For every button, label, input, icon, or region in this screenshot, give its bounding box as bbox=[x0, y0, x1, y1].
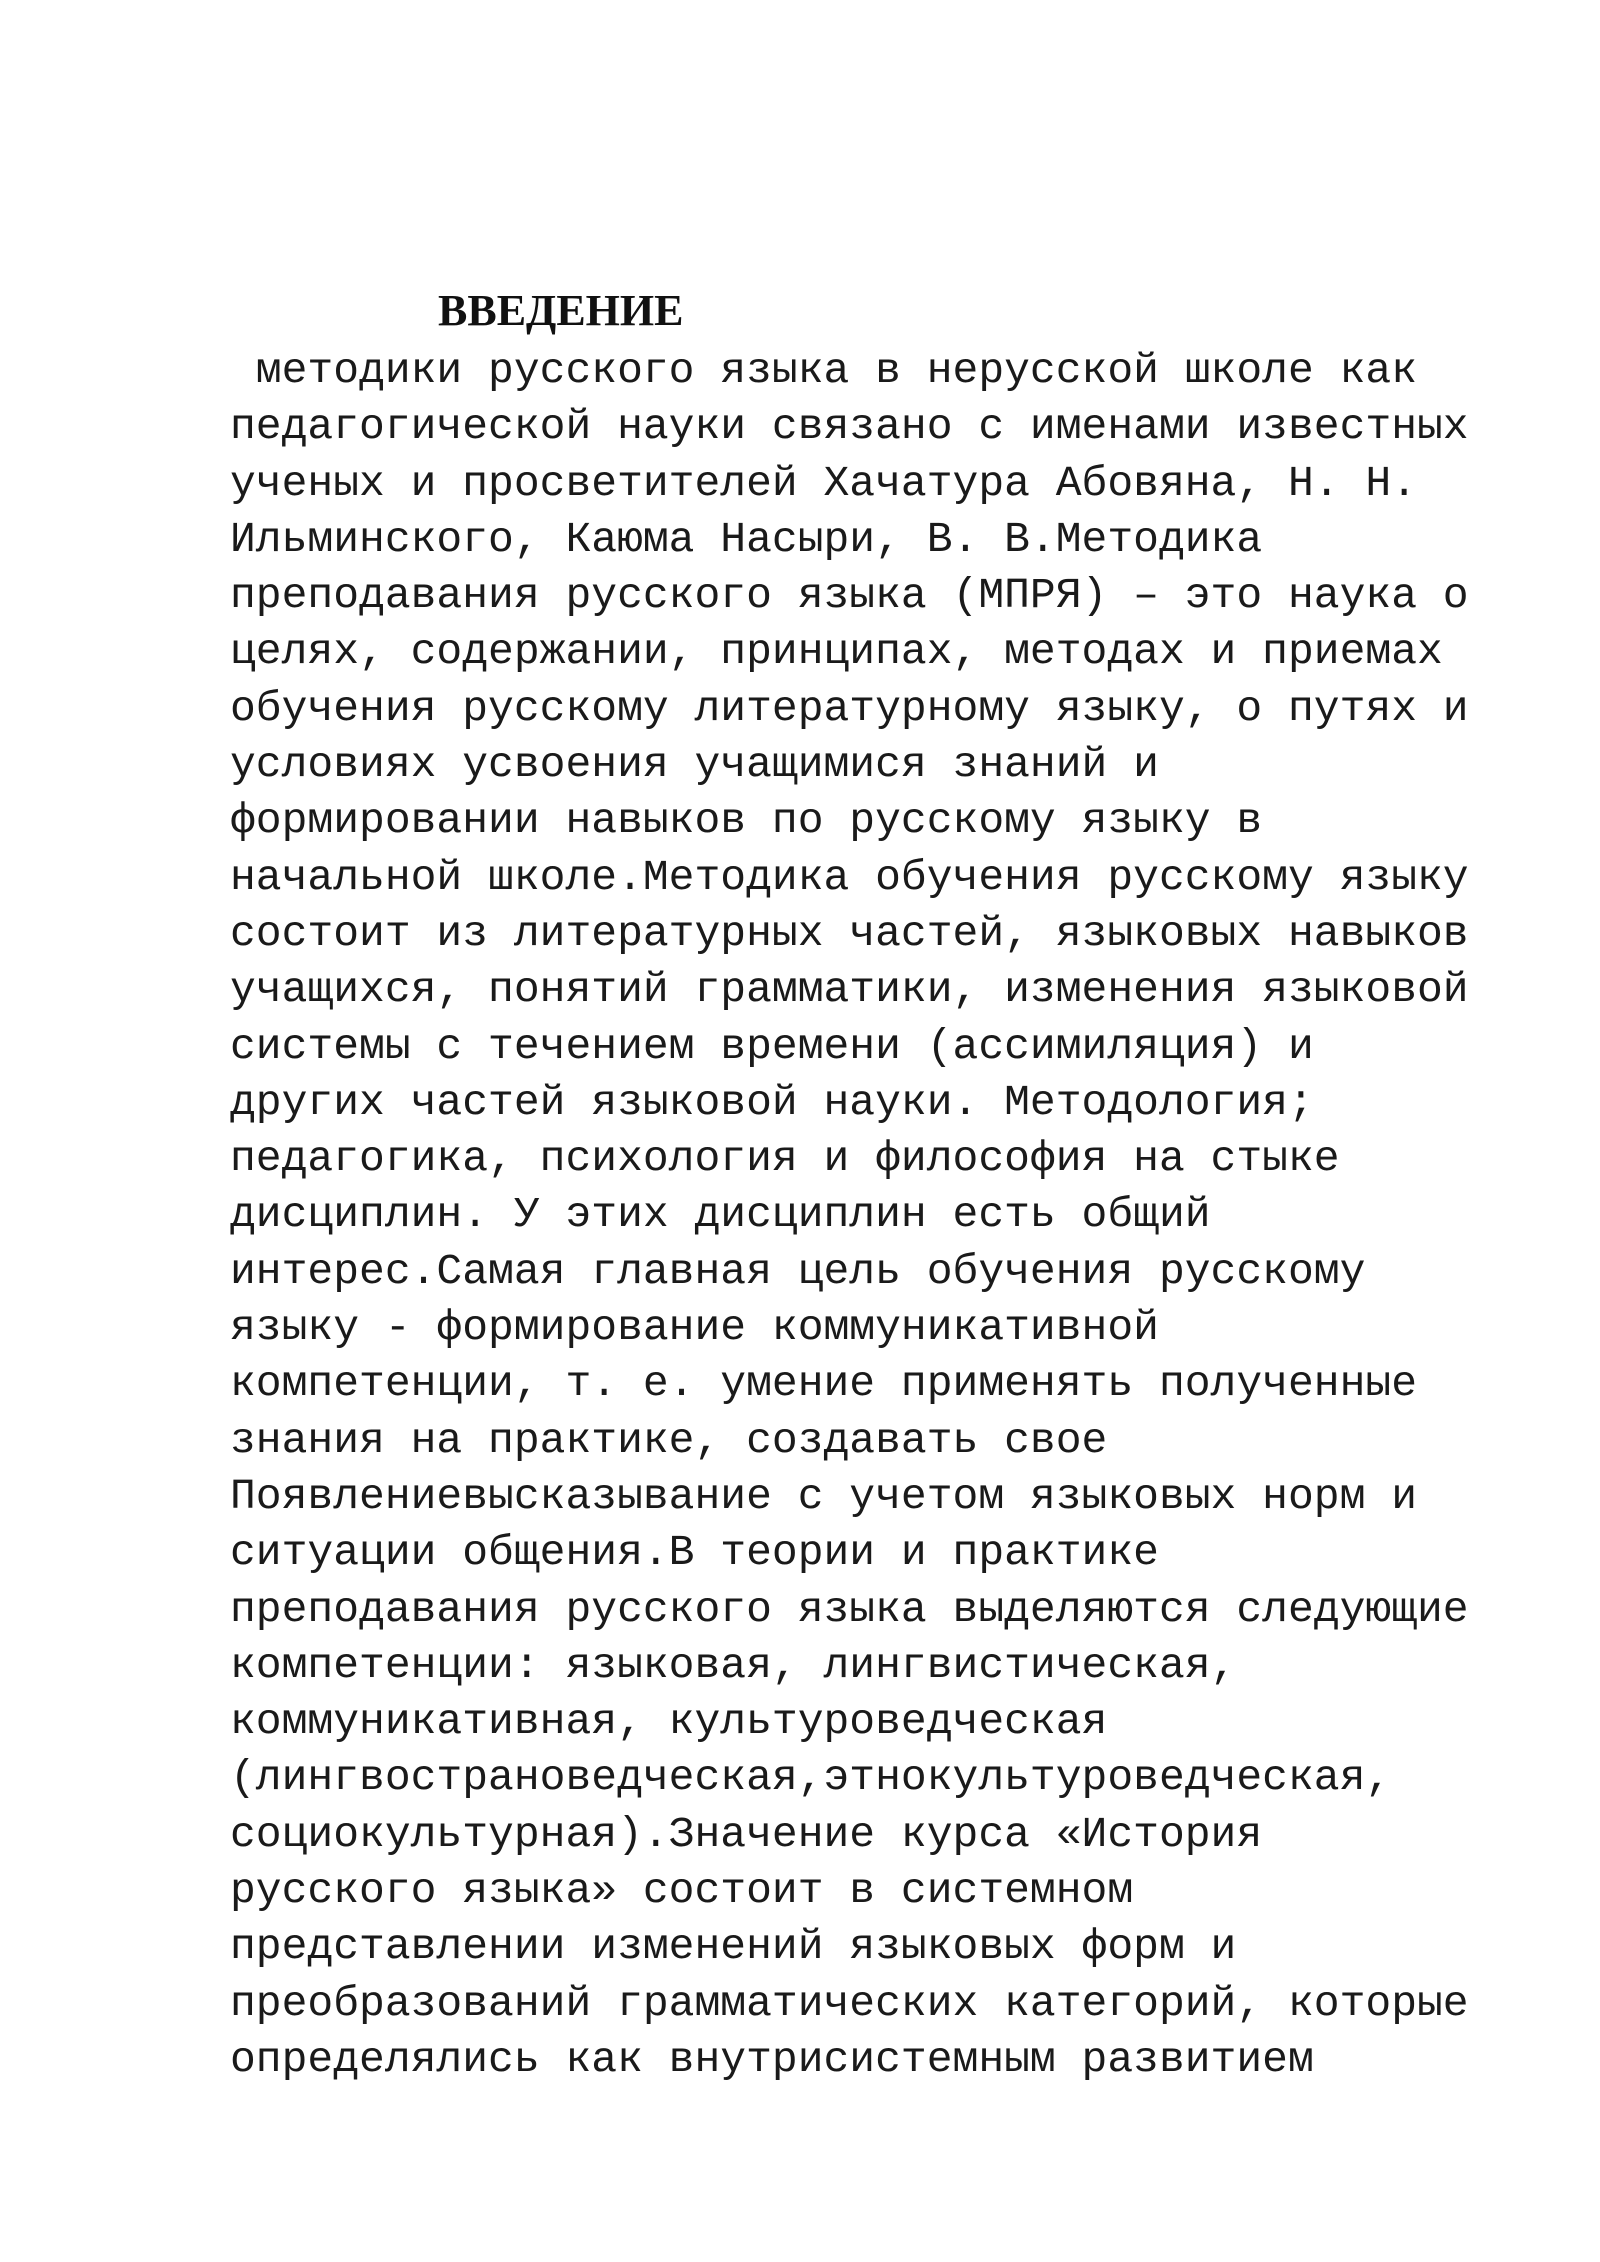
text-line: методики русского языка в нерусской школе как bbox=[230, 346, 1417, 395]
text-line: начальной школе.Методика обучения русскому языку bbox=[230, 852, 1469, 902]
text-line: (лингвострановедческая,этнокультуроведческая, bbox=[230, 1753, 1392, 1803]
page-title: ВВЕДЕНИЕ bbox=[438, 286, 684, 335]
body-paragraph bbox=[230, 343, 1550, 2088]
text-line: преподавания русского языка выделяются следующие bbox=[230, 1584, 1469, 1634]
text-line: компетенции, т. е. умение применять полученные bbox=[230, 1359, 1417, 1409]
text-line: преобразований грамматических категорий, которые bbox=[230, 1978, 1469, 2028]
text-line: дисциплин. У этих дисциплин есть общий bbox=[230, 1190, 1211, 1240]
text-line: целях, содержании, принципах, методах и приемах bbox=[230, 627, 1443, 677]
text-line: знания на практике, создавать свое bbox=[230, 1415, 1108, 1465]
text-line: Ильминского, Каюма Насыри, В. В.Методика bbox=[230, 514, 1263, 564]
text-line: ученых и просветителей Хачатура Абовяна, Н. Н. bbox=[230, 458, 1417, 508]
text-line: состоит из литературных частей, языковых навыков bbox=[230, 908, 1469, 958]
text-line: языку - формирование коммуникативной bbox=[230, 1303, 1159, 1353]
text-line: компетенции: языковая, лингвистическая, bbox=[230, 1640, 1237, 1690]
text-line: русского языка» состоит в системном bbox=[230, 1866, 1134, 1916]
text-line: педагогика, психология и философия на стыке bbox=[230, 1134, 1340, 1184]
text-line: Появлениевысказывание с учетом языковых норм и bbox=[230, 1471, 1417, 1521]
text-line: системы с течением времени (ассимиляция) и bbox=[230, 1021, 1314, 1071]
text-line: ситуации общения.В теории и практике bbox=[230, 1528, 1159, 1578]
text-line: преподавания русского языка (МПРЯ) – это наука о bbox=[230, 571, 1469, 621]
text-line: интерес.Самая главная цель обучения русскому bbox=[230, 1246, 1366, 1296]
text-line: коммуникативная, культуроведческая bbox=[230, 1697, 1108, 1747]
text-line: представлении изменений языковых форм и bbox=[230, 1922, 1237, 1972]
text-line: обучения русскому литературному языку, о путях и bbox=[230, 683, 1469, 733]
text-line: социокультурная).Значение курса «История bbox=[230, 1809, 1263, 1859]
text-line: формировании навыков по русскому языку в bbox=[230, 796, 1263, 846]
text-line: других частей языковой науки. Методология; bbox=[230, 1077, 1314, 1127]
text-line: учащихся, понятий грамматики, изменения языковой bbox=[230, 965, 1469, 1015]
text-line: педагогической науки связано с именами известных bbox=[230, 402, 1469, 452]
text-line: определялись как внутрисистемным развитием bbox=[230, 2034, 1314, 2084]
text-line: условиях усвоения учащимися знаний и bbox=[230, 740, 1159, 790]
